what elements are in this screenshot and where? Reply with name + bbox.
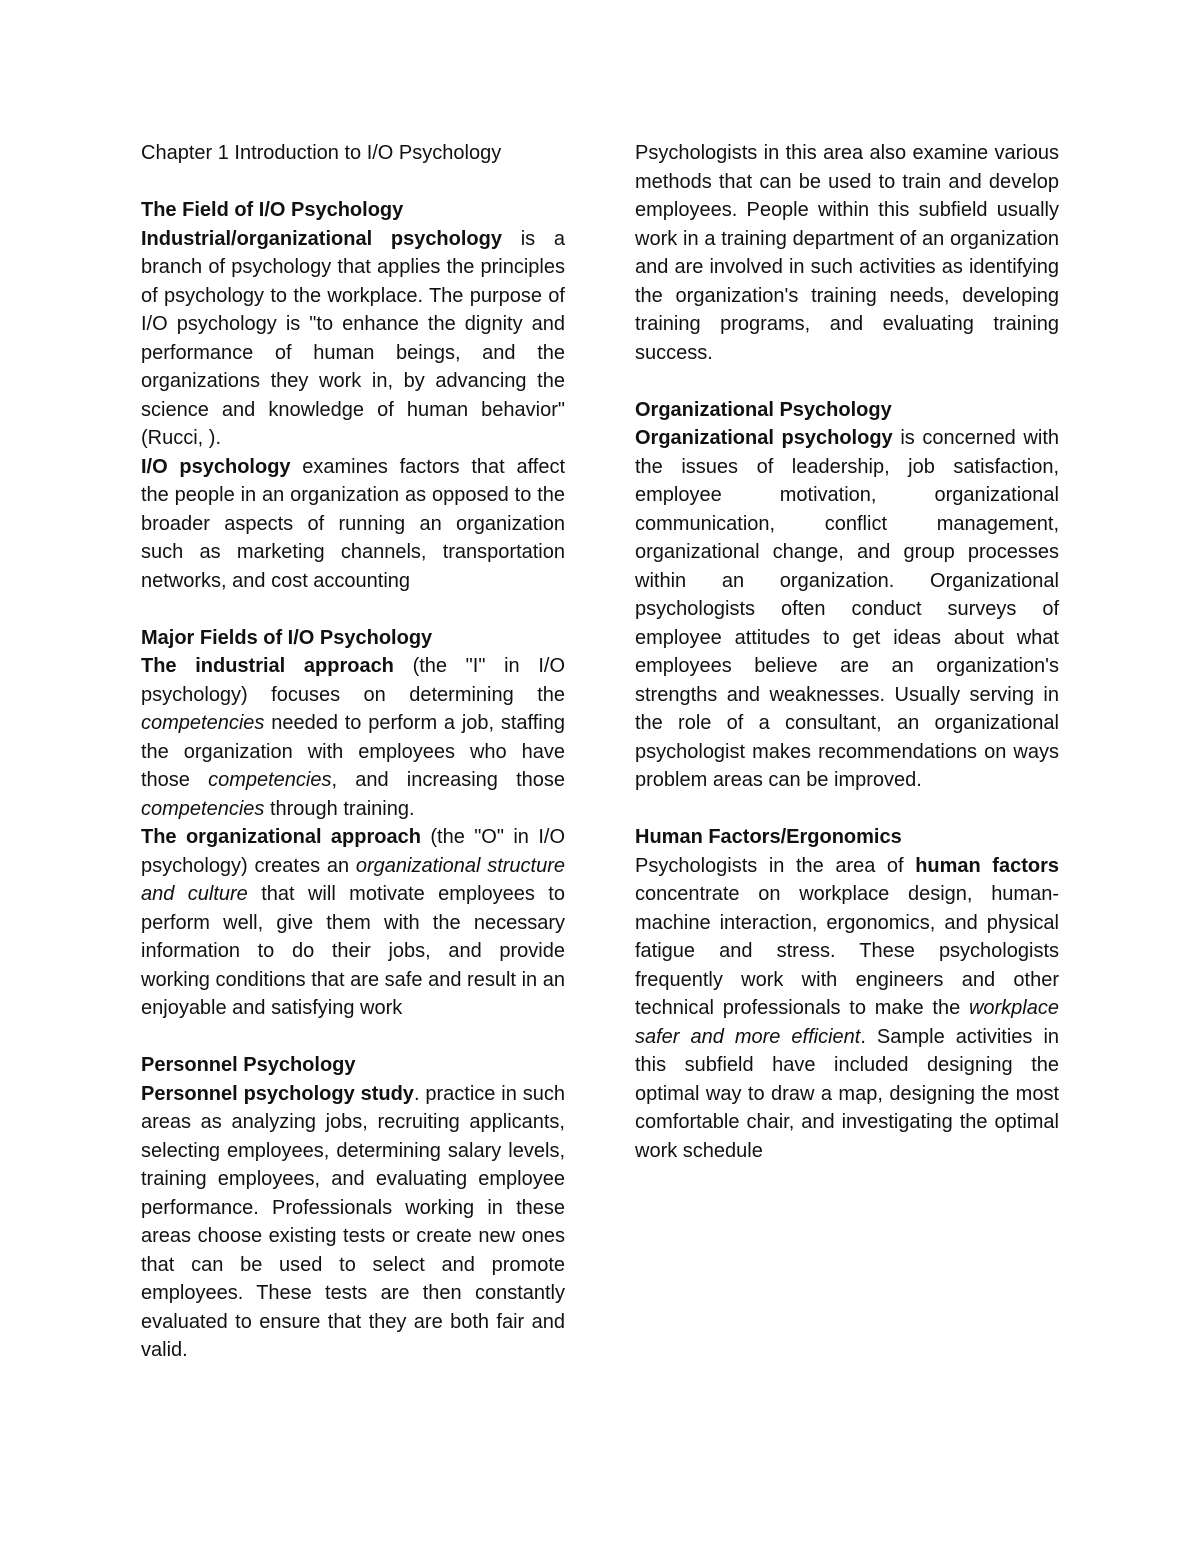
paragraph-personnel-training: Psychologists in this area also examine various methods that can be used to train and develop employees. People within this subfield usually work in a training department of an organization and are involved in such activities as identifying the organization's training needs, developing training programs, and evaluating training success. xyxy=(635,142,1059,364)
paragraph-industrial-approach xyxy=(141,652,565,823)
term-organizational-psychology: Organizational psychology xyxy=(635,427,893,449)
paragraph-personnel-study xyxy=(141,1080,565,1365)
paragraph-organizational-approach xyxy=(141,823,565,1023)
term-industrial-approach: The industrial approach xyxy=(141,655,394,677)
emphasis-text: organizational structure and culture xyxy=(141,854,565,905)
left-column xyxy=(141,139,565,1365)
paragraph-text: . practice in such areas as analyzing jobs, recruiting applicants, selecting employees, determining salary levels, training employees, and evaluating employee performance. Professionals working in these areas choose existing tests or create new ones that can be used to select and promote employees. These tests are then constantly evaluated to ensure that they are both fair and valid. xyxy=(141,1082,565,1361)
section-heading-organizational: Organizational Psychology xyxy=(635,398,892,421)
paragraph-human-factors xyxy=(635,852,1059,1166)
term-industrial-organizational-psychology: Industrial/organizational psychology xyxy=(141,227,502,250)
section-heading-major-fields: Major Fields of I/O Psychology xyxy=(141,626,433,649)
paragraph-text: (the "O" in I/O psychology) creates an xyxy=(141,826,565,877)
paragraph-text: (the "I" in I/O psychology) focuses on determining the xyxy=(141,655,565,706)
term-personnel-psychology-study: Personnel psychology study xyxy=(141,1082,414,1105)
paragraph-text: is concerned with the issues of leadership, job satisfaction, employee motivation, organizational communication, conflict management, organizational change, and group processes within an organization. Organizational psychologists often conduct surveys of employee attitudes to get ideas about what employees believe are an organization's strengths and weaknesses. Usually serving in the role of a consultant, an organizational psychologist makes recommendations on ways problem areas can be improved. xyxy=(635,427,1059,791)
section-heading-field: The Field of I/O Psychology xyxy=(141,199,404,221)
term-io-psychology: I/O psychology xyxy=(141,455,291,478)
term-organizational-approach: The organizational approach xyxy=(141,826,421,848)
paragraph-organizational xyxy=(635,424,1059,795)
paragraph-io-definition xyxy=(141,225,565,453)
emphasis-text: competencies xyxy=(208,769,332,791)
paragraph-text: through training. xyxy=(264,797,415,820)
chapter-title: Chapter 1 Introduction to I/O Psychology xyxy=(141,142,502,164)
section-heading-human-factors: Human Factors/Ergonomics xyxy=(635,826,902,848)
paragraph-text: examines factors that affect the people in an organization as opposed to the broader aspects of running an organization such as marketing channels, transportation networks, and cost accounting xyxy=(141,455,566,592)
emphasis-text: workplace safer and more efficient xyxy=(635,997,1059,1048)
paragraph-text: is a branch of psychology that applies the principles of psychology to the workplace. The purpose of I/O psychology is "to enhance the dignity and performance of human beings, and the organizations they work in, by advancing the science and knowledge of human behavior" (Rucci, ). xyxy=(141,227,565,449)
paragraph-io-factors xyxy=(141,453,565,596)
paragraph-text: that will motivate employees to perform well, give them with the necessary information to do their jobs, and provide working conditions that are safe and result in an enjoyable and satisfying work xyxy=(141,883,565,1019)
emphasis-text: competencies xyxy=(141,712,265,734)
paragraph-text: needed to perform a job, staffing the organization with employees who have those xyxy=(141,712,565,791)
term-human-factors: human factors xyxy=(915,854,1059,877)
paragraph-text: , and increasing those xyxy=(331,769,565,791)
paragraph-text: concentrate on workplace design, human-machine interaction, ergonomics, and physical fatigue and stress. These psychologists frequently work with engineers and other technical professionals to make the xyxy=(635,883,1059,1019)
section-heading-personnel: Personnel Psychology xyxy=(141,1054,356,1076)
paragraph-text: Psychologists in the area of xyxy=(635,854,916,877)
emphasis-text: competencies xyxy=(141,797,265,820)
right-column xyxy=(635,139,1059,1165)
paragraph-text: . Sample activities in this subfield have included designing the optimal way to draw a map, designing the most comfortable chair, and investigating the optimal work schedule xyxy=(635,1025,1060,1162)
